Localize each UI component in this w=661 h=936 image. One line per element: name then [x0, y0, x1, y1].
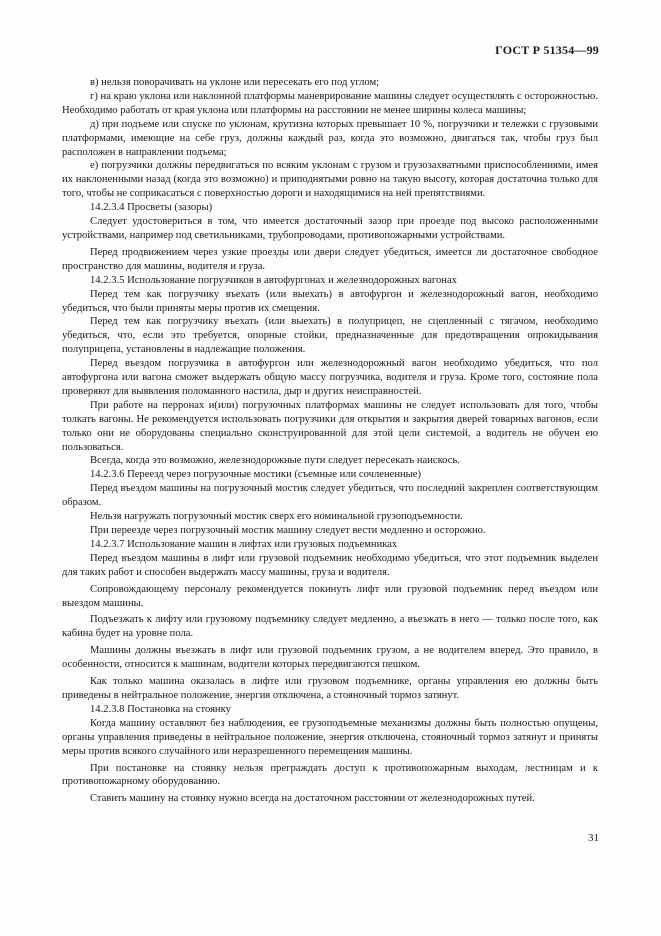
- paragraph: Перед въездом машины на погрузочный мостик следует убедиться, что последний закреплен соответствующим образом.: [62, 483, 598, 509]
- list-item-e: е) погрузчики должны передвигаться по всяким уклонам с грузом и грузозахватными приспособлениями, имея их наклоненными назад (когда это возможно) и приподнятыми ровно на такую высоту, которая достаточна только для того, чтобы не соприкасаться с поверхностью дороги и находящимися на ней препятствиями.: [62, 160, 598, 200]
- section-heading-14-2-3-5: 14.2.3.5 Использование погрузчиков в автофургонах и железнодорожных вагонах: [90, 274, 457, 286]
- list-item-g: г) на краю уклона или наклонной платформы маневрирование машины следует осуществлять с осторожностью. Необходимо работать от края уклона или платформы на расстоянии не менее ширины колеса машины;: [62, 90, 598, 116]
- paragraph: Ставить машину на стоянку нужно всегда на достаточном расстоянии от железнодорожных путей.: [90, 793, 535, 805]
- paragraph: Следует удостовериться в том, что имеется достаточный зазор при проезде под высоко расположенными устройствами, например под светильниками, трубопроводами, противопожарными устройствами.: [62, 216, 598, 241]
- list-item-d: д) при подъеме или спуске по уклонам, крутизна которых превышает 10 %, погрузчики и тележки с грузовыми платформами, имеющие на себе груз, должны каждый раз, когда это возможно, двигаться так, чтобы груз был расположен в направлении подъема;: [62, 118, 598, 158]
- list-item-v: в) нельзя поворачивать на уклоне или пересекать его под углом;: [90, 77, 380, 88]
- paragraph: Когда машину оставляют без наблюдения, ее грузоподъемные механизмы должны быть полностью опущены, органы управления приведены в нейтральное положение, энергия отключена, стояночный тормоз затянут и приняты меры против всякого случайного или неразрешенного перемещения машины.: [62, 717, 598, 757]
- paragraph: Перед тем как погрузчику въехать (или выехать) в полуприцеп, не сцепленный с тягачом, необходимо убедиться, что, если это требуется, опорные стойки, предназначенные для предотвращения опрокидывания полуприцепа, установлены в надлежащие положения.: [62, 316, 598, 356]
- paragraph: При постановке на стоянку нельзя преграждать доступ к противопожарным выходам, лестницам и к противопожарному оборудованию.: [62, 762, 598, 788]
- section-heading-14-2-3-4: 14.2.3.4 Просветы (зазоры): [90, 202, 213, 214]
- paragraph: Сопровождающему персоналу рекомендуется покинуть лифт или грузовой подъемник перед въездом или выездом машины.: [62, 583, 598, 609]
- section-heading-14-2-3-6: 14.2.3.6 Переезд через погрузочные мостики (съемные или сочлененные): [90, 469, 422, 481]
- paragraph: При работе на перронах и(или) погрузочных платформах машины не следует использовать для того, чтобы толкать вагоны. Не рекомендуется использовать погрузчики для открытия и закрытия дверей товарных вагонов, если только они не оборудованы специально сконструированной для этой цели системой, а водитель не обучен ею пользоваться.: [62, 399, 598, 453]
- paragraph: Как только машина оказалась в лифте или грузовом подъемнике, органы управления ею должны быть приведены в нейтральное положение, энергия отключена, а стояночный тормоз затянут.: [62, 676, 598, 701]
- document-body: [62, 76, 598, 806]
- section-heading-14-2-3-7: 14.2.3.7 Использование машин в лифтах или грузовых подъемниках: [90, 538, 398, 550]
- page-number: 31: [588, 832, 599, 844]
- paragraph: Всегда, когда это возможно, железнодорожные пути следует пересекать наискось.: [90, 455, 460, 467]
- paragraph: Перед въездом погрузчика в автофургон или железнодорожный вагон необходимо убедиться, что пол автофургона или вагона сможет выдержать общую массу погрузчика, водителя и груза. Кроме того, состояние пола проверяют для выявления поломанного настила, дыр и других неисправностей.: [62, 358, 598, 397]
- paragraph: Перед въездом машины в лифт или грузовой подъемник необходимо убедиться, что этот подъемник выделен для таких работ и способен выдержать массу машины, груза и водителя.: [62, 552, 598, 578]
- section-heading-14-2-3-8: 14.2.3.8 Постановка на стоянку: [90, 703, 231, 715]
- paragraph: Подъезжать к лифту или грузовому подъемнику следует медленно, а въезжать в него — только после того, как кабина будет на уровне пола.: [62, 614, 598, 640]
- paragraph: Перед продвижением через узкие проезды или двери следует убедиться, имеется ли достаточное свободное пространство для машины, водителя и груза.: [62, 246, 598, 272]
- paragraph: При переезде через погрузочный мостик машину следует вести медленно и осторожно.: [90, 525, 486, 536]
- standard-header: ГОСТ Р 51354—99: [495, 43, 599, 57]
- paragraph: Машины должны въезжать в лифт или грузовой подъемник грузом, а не водителем вперед. Это правило, в особенности, относится к машинам, водители которых передвигаются пешком.: [62, 645, 598, 671]
- paragraph: Нельзя нагружать погрузочный мостик сверх его номинальной грузоподъемности.: [90, 511, 463, 523]
- paragraph: Перед тем как погрузчику въехать (или выехать) в автофургон и железнодорожный вагон, необходимо убедиться, что были приняты меры против их смещения.: [62, 288, 598, 314]
